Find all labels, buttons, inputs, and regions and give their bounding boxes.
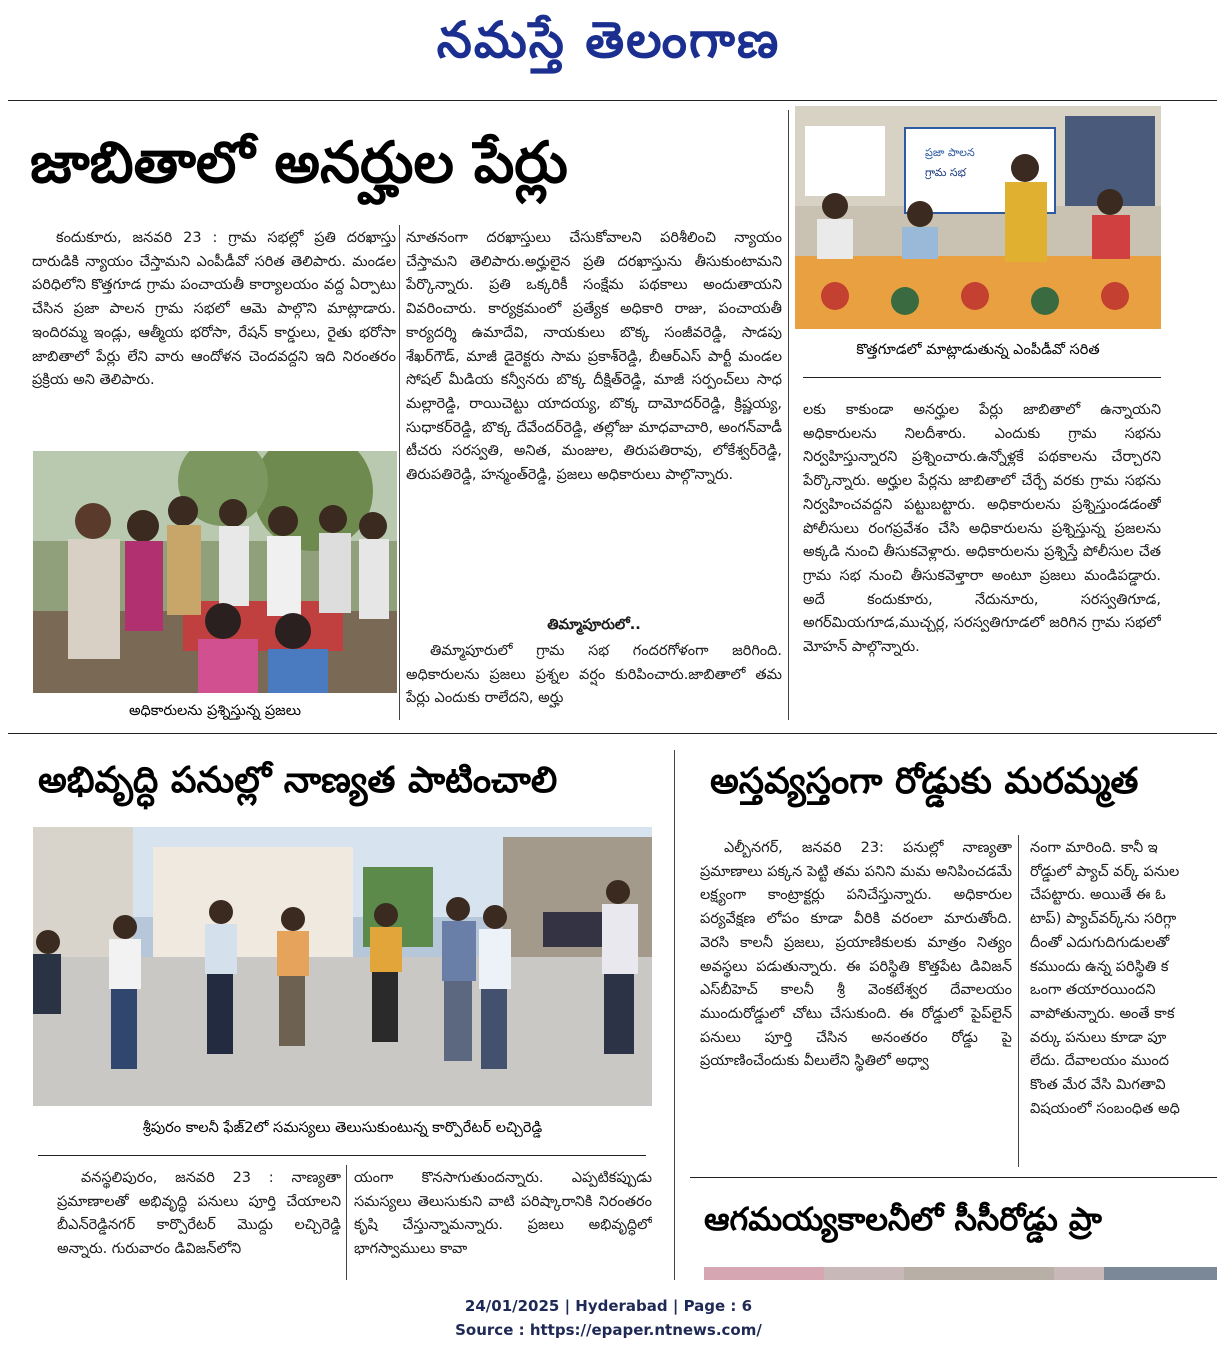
article1-caption-meeting: కొత్తగూడలో మాట్లాడుతున్న ఎంపీడీవో సరిత (856, 342, 1100, 358)
column-rule (788, 110, 789, 720)
article3-col2-line: దీంతో ఎదుగుదిగుడులతో (1030, 934, 1170, 951)
article4-photo-strip (704, 1266, 1217, 1280)
article3-col2-line: వాపోతున్నారు. అంతే కాక (1030, 1005, 1175, 1022)
article1-photo-meeting (795, 106, 1161, 329)
banner-line-1: ప్రజా పాలన (925, 146, 975, 159)
article2-photo-colony (33, 827, 652, 1106)
article1-photo-crowd (33, 451, 397, 693)
section-rule-vertical (674, 750, 675, 1280)
article1-column-2b: తిమ్మాపూరులో గ్రామ సభ గందరగోళంగా జరిగింది. అధికారులను ప్రజలు ప్రశ్నల వర్షం కురిపించారు.జాబితాలో తమ పేర్లు ఎందుకు రాలేదని, అర్హు (406, 643, 782, 707)
article1-column-3: లకు కాకుండా అనర్హుల పేర్లు జాబితాలో ఉన్నాయని అధికారులను నిలదీశారు. ఎందుకు గ్రామ సభను నిర్వహిస్తున్నారని ప్రశ్నించారు.ఉన్నోళ్లకే పథకాలను చేర్చారని పేర్కొన్నారు. అర్హుల పేర్లను జాబితాలో చేర్చే వరకు గ్రామ సభను నిర్వహించవద్దని పట్టుబట్టారు. అధికారులను ప్రశ్నిస్తుండడంతో పోలీసులు రంగప్రవేశం చేసి అధికారులను ప్రశ్నిస్తున్న ప్రజలను అక్కడి నుంచి తీసుకవెళ్లారు. అధికారులను ప్రశ్నిస్తే పోలీసుల చేత గ్రామ సభ నుంచి తీసుకవెళ్తారా అంటూ ప్రజలు మండిపడ్డారు. అదే కందుకూరు, నేదునూరు, సరస్వతిగూడ, అగర్‌మియగూడ,ముచ్చర్ల, సరస్వతిగూడలో జరిగిన గ్రామ సభలో మోహన్ పాల్గొన్నారు. (803, 402, 1161, 656)
article3-col2-line: చేపట్టారు. అయితే ఈ ఓ (1030, 887, 1166, 904)
article3-col2-line: ఒంగా తయారయిందని (1030, 982, 1156, 999)
article3-col2-line: విషయంలో సంబంధిత అధి (1030, 1100, 1180, 1117)
article1-column-2: నూతనంగా దరఖాస్తులు చేసుకోవాలని పరిశీలించి న్యాయం చేస్తామని తెలిపారు.అర్హులైన ప్రతి దరఖాస్తును తీసుకుంటామని పేర్కొన్నారు. ప్రతి ఒక్కరికీ సంక్షేమ పథకాలు అందుతాయని వివరించారు. కార్యక్రమంలో ప్రత్యేక అధికారి రాజు, పంచాయతీ కార్యదర్శి ఉమాదేవి, నాయకులు బొక్క సంజీవరెడ్డి, సాడపు శేఖర్‌గౌడ్, మాజీ డైరెక్టరు సామ ప్రకాశ్‌రెడ్డి, బీఆర్ఎస్ పార్టీ మండల సోషల్ మీడియ కన్వీనరు బొక్క దీక్షిత్‌రెడ్డి, మాజీ సర్పంచ్‌లు సాధ మల్లారెడ్డి, రాయిచెట్టు యాదయ్య, బొక్క దామోదర్‌రెడ్డి, క్రిష్ణయ్య, సుధాకర్‌రెడ్డి, బొక్క దేవేందర్‌రెడ్డి, తల్లోజు మాధవాచారి, అంగన్‌వాడీ టీచరు సరస్వతి, అనిత, మంజుల, తిరుపతిరావు, లోకేశ్వర్‌రెడ్డి, తిరుపతిరెడ్డి, హన్మంత్‌రెడ్డి, ప్రజలు అధికారులు పాల్గొన్నారు. (406, 230, 782, 484)
article3-col2-line: కముందు ఉన్న పరిస్థితి క (1030, 958, 1169, 975)
article3-headline: అస్తవ్యస్తంగా రోడ్డుకు మరమ్మత (710, 761, 1139, 802)
article2-column-1: వనస్థలిపురం, జనవరి 23 : నాణ్యతా ప్రమాణాలతో అభివృద్ధి పనులు పూర్తి చేయాలని బీఎన్‌రెడ్డినగర్ కార్పొరేటర్ మొద్దు లచ్చిరెడ్డి అన్నారు. గురువారం డివిజన్‌లోని (57, 1170, 341, 1258)
article3-column-1: ఎల్బీనగర్, జనవరి 23: పనుల్లో నాణ్యతా ప్రమాణాలు పక్కన పెట్టి తమ పనిని మమ అనిపించడమే లక్ష్యంగా కాంట్రాక్టర్లు పనిచేస్తున్నారు. అధికారుల పర్యవేక్షణ లోపం కూడా వీరికి వరంలా మారుతోంది. వెరసి కాలనీ ప్రజలు, ప్రయాణికులకు మాత్రం నిత్యం అవస్థలు పడుతున్నారు. ఈ పరిస్థితి కొత్తపేట డివిజన్ ఎస్‌బీహెచ్ కాలనీ శ్రీ వెంకటేశ్వర దేవాలయం ముందురోడ్డులో చోటు చేసుకుంది. ఈ రోడ్డులో పైప్‌లైన్ పనులు పూర్తి చేసిన అనంతరం రోడ్డు పై ప్రయాణించేందుకు వీలులేని స్థితిలో అధ్వా (700, 840, 1012, 1070)
column-rule (346, 1165, 347, 1280)
article3-col2-line: కొంత మేర వేసి మిగతావి (1030, 1077, 1166, 1094)
column-rule (1018, 835, 1019, 1167)
footer-date: 24/01/2025 | Hyderabad | Page : 6 (464, 1297, 753, 1315)
column-rule (399, 225, 400, 720)
article3-col2-line: రోడ్డులో ప్యాచ్ వర్క్ పనుల (1030, 863, 1180, 880)
article1-column-1: కందుకూరు, జనవరి 23 : గ్రామ సభల్లో ప్రతి దరఖాస్తు దారుడికి న్యాయం చేస్తామని ఎంపీడీవో సరిత తెలిపారు. మండల పరిధిలోని కొత్తగూడ గ్రామ పంచాయతీ కార్యాలయం వద్ద ఏర్పాటు చేసిన ప్రజా పాలన గ్రామ సభలో ఆమె పాల్గొని మాట్లాడారు. ఇందిరమ్మ ఇండ్లు, ఆత్మీయ భరోసా, రేషన్ కార్డులు, రైతు భరోసా జాబితాలో పేర్లు లేని వారు ఆందోళన చెందవద్దని ఇది నిరంతరం ప్రక్రియ అని తెలిపారు. (32, 230, 396, 389)
article1-subhead: తిమ్మాపూరులో.. (547, 617, 641, 633)
article3-col2-line: వర్కు పనులు కూడా పూ (1030, 1029, 1167, 1046)
article3-col2-line: లేదు. దేవాలయం ముంద (1030, 1053, 1170, 1070)
article3-col2-line: నంగా మారింది. కానీ ఇ (1030, 840, 1158, 856)
footer-source-link[interactable]: Source : https://epaper.ntnews.com/ (455, 1321, 762, 1339)
article2-caption-rule (38, 1155, 646, 1156)
masthead-rule (8, 100, 1217, 101)
article1-caption-crowd: అధికారులను ప్రశ్నిస్తున్న ప్రజలు (128, 703, 302, 719)
article2-headline: అభివృద్ధి పనుల్లో నాణ్యత పాటించాలి (38, 760, 558, 801)
article1-caption-rule (803, 377, 1161, 378)
article2-caption: శ్రీపురం కాలనీ ఫేజ్2లో సమస్యలు తెలుసుకుంటున్న కార్పొరేటర్ లచ్చిరెడ్డి (142, 1120, 543, 1136)
article3-column-2 (1030, 837, 1217, 1165)
masthead: నమస్తే తెలంగాణ (436, 11, 781, 69)
article1-headline: జాబితాలో అనర్హుల పేర్లు (30, 130, 568, 196)
banner-line-2: గ్రామ సభ (925, 166, 966, 179)
article2-column-2: యంగా కొనసాగుతుందన్నారు. ఎప్పటికప్పుడు సమస్యలు తెలుసుకుని వాటి పరిష్కారానికి నిరంతరం కృషి చేస్తున్నామన్నారు. ప్రజలు అభివృద్ధిలో భాగస్వాములు కావా (354, 1170, 652, 1258)
article3-col2-line: టాప్) ప్యాచ్‌వర్క్‌ను సరిగ్గా (1030, 911, 1177, 928)
article4-headline: ఆగమయ్యకాలనీలో సీసీరోడ్డు ప్రా (704, 1200, 1102, 1238)
section-rule (690, 1177, 1217, 1178)
section-rule (8, 733, 1217, 734)
